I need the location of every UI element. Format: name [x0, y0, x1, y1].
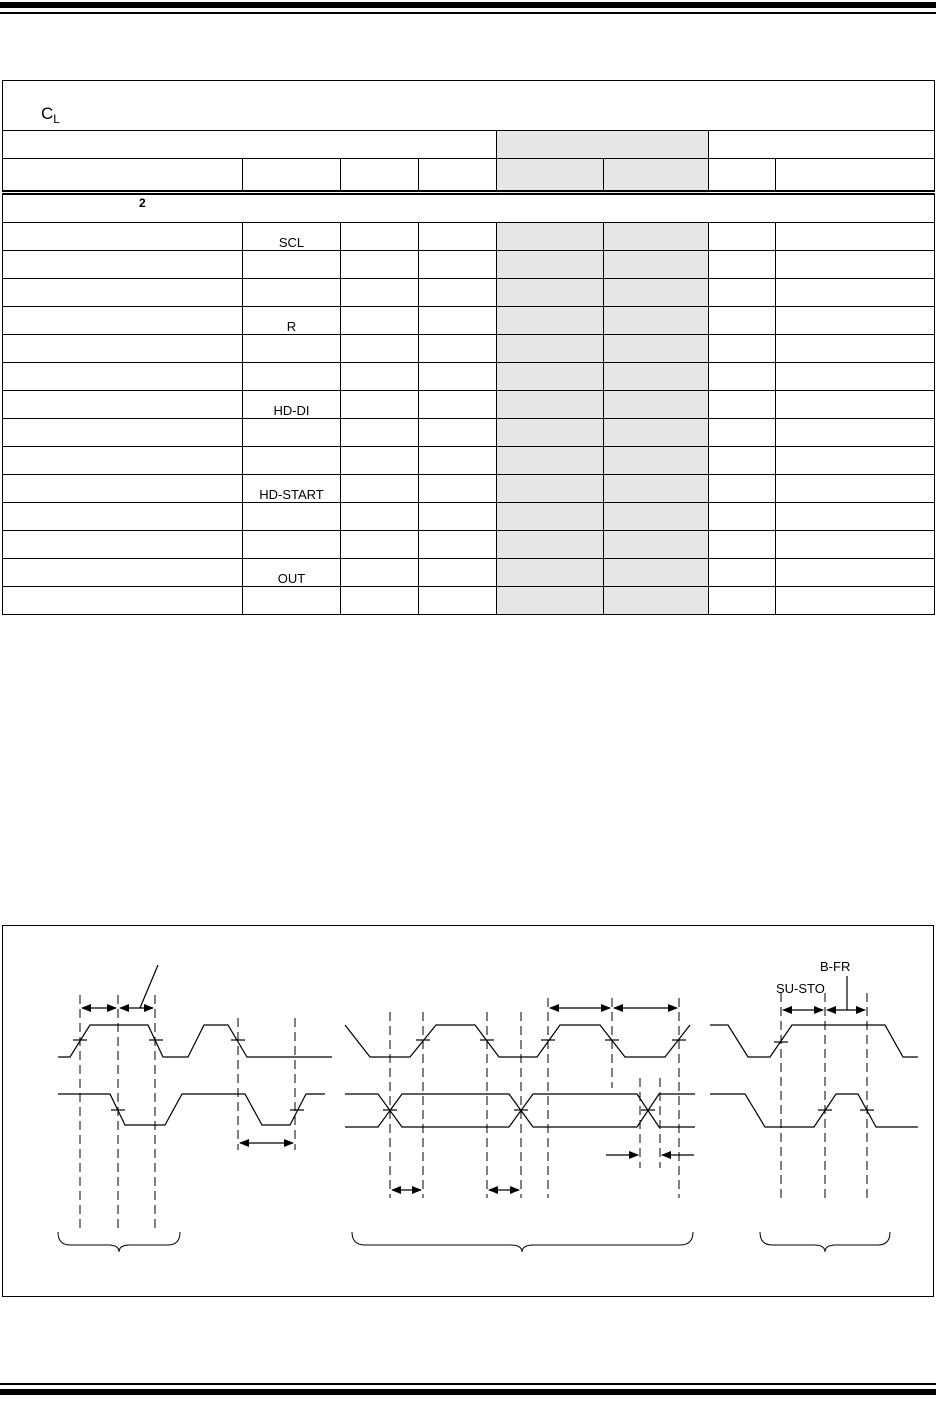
- sda-waveform-start: [58, 1094, 325, 1125]
- shaded-max-cell: [604, 559, 709, 587]
- table-row: [3, 391, 935, 419]
- conditions-cell: [776, 503, 935, 531]
- shaded-min-cell: [497, 363, 604, 391]
- shaded-min-cell: [497, 559, 604, 587]
- timing-diagram-svg: [3, 926, 933, 1296]
- shaded-max-cell: [604, 475, 709, 503]
- conditions-cell: [776, 587, 935, 615]
- table-row: [3, 475, 935, 503]
- symbol-text: SCL: [278, 235, 305, 250]
- cl-symbol: C: [41, 104, 54, 123]
- units-cell: [709, 419, 776, 447]
- table-section-row: [3, 193, 935, 223]
- parameter-cell: [3, 223, 243, 251]
- max-cell: [419, 251, 497, 279]
- table-row: [3, 251, 935, 279]
- units-cell: [709, 531, 776, 559]
- max-cell: [419, 559, 497, 587]
- shaded-max-cell: [604, 279, 709, 307]
- min-cell: [341, 307, 419, 335]
- table-group-header-row: [3, 131, 935, 159]
- note-marker: 2: [139, 196, 146, 210]
- units-cell: [709, 251, 776, 279]
- shaded-max-cell: [604, 307, 709, 335]
- header-thin-rule: [0, 12, 936, 14]
- table-row: [3, 335, 935, 363]
- units-cell: [709, 587, 776, 615]
- symbol-text: HD-START: [259, 487, 324, 502]
- shaded-min-cell: [497, 307, 604, 335]
- shaded-max-cell: [604, 223, 709, 251]
- parameter-cell: [3, 559, 243, 587]
- table-title-row: [3, 81, 935, 131]
- shaded-min-cell: [497, 391, 604, 419]
- conditions-cell: [776, 223, 935, 251]
- shaded-min-cell: [497, 475, 604, 503]
- symbol-cell: [243, 363, 341, 391]
- shaded-min-cell: [497, 447, 604, 475]
- header-max: [419, 159, 497, 193]
- max-cell: [419, 475, 497, 503]
- units-cell: [709, 223, 776, 251]
- shaded-max-cell: [604, 251, 709, 279]
- min-cell: [341, 447, 419, 475]
- min-cell: [341, 335, 419, 363]
- shaded-min-cell: [497, 279, 604, 307]
- header-min: [341, 159, 419, 193]
- data-transfer-brace: [352, 1232, 693, 1252]
- parameter-cell: [3, 587, 243, 615]
- table-row: [3, 307, 935, 335]
- units-cell: [709, 279, 776, 307]
- symbol-cell: [243, 531, 341, 559]
- symbol-cell: [243, 587, 341, 615]
- cl-subscript: L: [53, 112, 60, 126]
- max-cell: [419, 363, 497, 391]
- group-header-right: [709, 131, 935, 159]
- table-row: [3, 279, 935, 307]
- group-header-shaded: [497, 131, 709, 159]
- shaded-max-cell: [604, 531, 709, 559]
- parameter-cell: [3, 503, 243, 531]
- min-cell: [341, 587, 419, 615]
- min-cell: [341, 559, 419, 587]
- shaded-max-cell: [604, 587, 709, 615]
- header-symbol: [243, 159, 341, 193]
- min-cell: [341, 419, 419, 447]
- table-row: [3, 363, 935, 391]
- parameter-cell: [3, 335, 243, 363]
- table-column-header-row: [3, 159, 935, 193]
- symbol-cell: [243, 307, 341, 335]
- parameter-cell: [3, 475, 243, 503]
- table-row: [3, 419, 935, 447]
- min-cell: [341, 531, 419, 559]
- conditions-cell: [776, 307, 935, 335]
- max-cell: [419, 307, 497, 335]
- header-shaded-min: [497, 159, 604, 193]
- min-cell: [341, 363, 419, 391]
- table-row: [3, 503, 935, 531]
- parameter-cell: [3, 363, 243, 391]
- symbol-text: OUT: [277, 571, 306, 586]
- units-cell: [709, 559, 776, 587]
- symbol-cell: [243, 279, 341, 307]
- conditions-cell: [776, 419, 935, 447]
- sda-waveform-stop: [710, 1094, 918, 1127]
- shaded-min-cell: [497, 587, 604, 615]
- units-cell: [709, 335, 776, 363]
- table-row: [3, 587, 935, 615]
- conditions-cell: [776, 531, 935, 559]
- symbol-cell: [243, 223, 341, 251]
- max-cell: [419, 531, 497, 559]
- table-title-cell: [3, 81, 935, 131]
- symbol-cell: [243, 335, 341, 363]
- header-units: [709, 159, 776, 193]
- shaded-min-cell: [497, 335, 604, 363]
- max-cell: [419, 587, 497, 615]
- shaded-min-cell: [497, 419, 604, 447]
- scl-waveform-start: [58, 1025, 332, 1057]
- min-cell: [341, 279, 419, 307]
- shaded-min-cell: [497, 251, 604, 279]
- shaded-max-cell: [604, 391, 709, 419]
- bus-timing-diagram: [2, 925, 934, 1297]
- header-conditions: [776, 159, 935, 193]
- load-capacitance-label: [41, 104, 60, 126]
- conditions-cell: [776, 447, 935, 475]
- parameter-cell: [3, 531, 243, 559]
- min-cell: [341, 223, 419, 251]
- table-row: [3, 223, 935, 251]
- bus-free-time-label: B-FR: [820, 959, 851, 974]
- min-cell: [341, 475, 419, 503]
- max-cell: [419, 391, 497, 419]
- footer-thin-rule: [0, 1383, 936, 1385]
- parameter-cell: [3, 447, 243, 475]
- min-cell: [341, 251, 419, 279]
- symbol-cell: [243, 391, 341, 419]
- conditions-cell: [776, 335, 935, 363]
- min-cell: [341, 391, 419, 419]
- max-cell: [419, 447, 497, 475]
- shaded-min-cell: [497, 531, 604, 559]
- symbol-text: R: [286, 319, 297, 334]
- table-row: [3, 559, 935, 587]
- header-thick-rule: [0, 2, 936, 8]
- symbol-cell: [243, 447, 341, 475]
- stop-condition-brace: [760, 1232, 890, 1252]
- ac-characteristics-table: [2, 80, 935, 615]
- table-row: [3, 447, 935, 475]
- start-condition-brace: [58, 1232, 180, 1252]
- conditions-cell: [776, 475, 935, 503]
- min-cell: [341, 503, 419, 531]
- header-shaded-max: [604, 159, 709, 193]
- header-parameter: [3, 159, 243, 193]
- conditions-cell: [776, 391, 935, 419]
- symbol-cell: [243, 419, 341, 447]
- conditions-cell: [776, 559, 935, 587]
- max-cell: [419, 279, 497, 307]
- footer-thick-rule: [0, 1389, 936, 1395]
- table-row: [3, 531, 935, 559]
- scl-waveform-data: [345, 1025, 690, 1057]
- conditions-cell: [776, 251, 935, 279]
- parameter-cell: [3, 419, 243, 447]
- units-cell: [709, 391, 776, 419]
- units-cell: [709, 503, 776, 531]
- symbol-cell: [243, 503, 341, 531]
- symbol-cell: [243, 251, 341, 279]
- stop-setup-label: SU-STO: [776, 981, 825, 996]
- shaded-min-cell: [497, 503, 604, 531]
- max-cell: [419, 419, 497, 447]
- shaded-max-cell: [604, 503, 709, 531]
- section-cell: [3, 193, 935, 223]
- max-cell: [419, 223, 497, 251]
- units-cell: [709, 447, 776, 475]
- parameter-cell: [3, 391, 243, 419]
- shaded-max-cell: [604, 447, 709, 475]
- shaded-max-cell: [604, 363, 709, 391]
- conditions-cell: [776, 279, 935, 307]
- symbol-cell: [243, 475, 341, 503]
- shaded-max-cell: [604, 335, 709, 363]
- shaded-min-cell: [497, 223, 604, 251]
- parameter-cell: [3, 279, 243, 307]
- symbol-cell: [243, 559, 341, 587]
- scl-waveform-stop: [710, 1025, 918, 1057]
- parameter-cell: [3, 251, 243, 279]
- units-cell: [709, 363, 776, 391]
- max-cell: [419, 335, 497, 363]
- conditions-cell: [776, 363, 935, 391]
- units-cell: [709, 475, 776, 503]
- units-cell: [709, 307, 776, 335]
- group-header-left: [3, 131, 497, 159]
- parameter-cell: [3, 307, 243, 335]
- symbol-text: HD-DI: [273, 403, 310, 418]
- max-cell: [419, 503, 497, 531]
- shaded-max-cell: [604, 419, 709, 447]
